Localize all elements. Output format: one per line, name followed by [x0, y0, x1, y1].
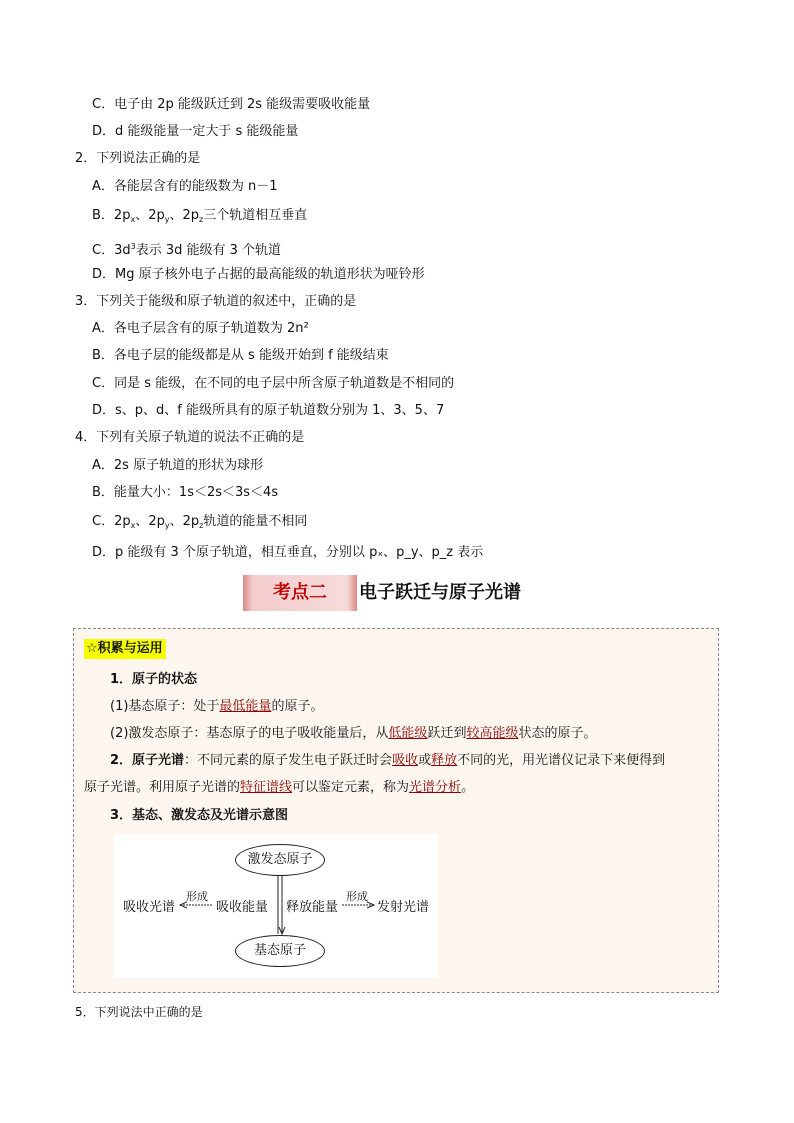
high-level-term: 较高能级	[466, 726, 519, 741]
q2-option-a: A．各能层含有的能级数为 n－1	[92, 179, 278, 194]
q2-option-c-suffix: 表示 3d 能级有 3 个轨道	[135, 243, 282, 258]
excited-state-mid: 跃迁到	[427, 726, 467, 741]
section-tag: 考点二	[243, 575, 357, 611]
q2-option-b	[92, 207, 307, 229]
ground-state-text-end: 的原子。	[271, 699, 324, 714]
lowest-energy-term: 最低能量	[219, 699, 272, 714]
section-name: 电子跃迁与原子光谱	[359, 582, 521, 603]
q4-option-c-prefix: C．	[92, 514, 115, 529]
q2-option-b-suffix: 三个轨道相互垂直	[203, 208, 308, 223]
q4-option-a: A．2s 原子轨道的形状为球形	[92, 458, 264, 473]
q4-option-b: B．能量大小：1s＜2s＜3s＜4s	[92, 485, 279, 500]
excited-state-line	[110, 725, 596, 743]
section-title	[243, 575, 563, 611]
spectral-analysis-term: 光谱分析	[409, 780, 462, 795]
electron-config-formula: $3d^3$	[114, 242, 136, 258]
spectrum-or: 或	[418, 753, 432, 768]
absorb-term: 吸收	[392, 753, 419, 768]
characteristic-lines-term: 特征谱线	[240, 780, 293, 795]
form-left-label: 形成	[186, 890, 208, 903]
q3-stem: 3．下列关于能级和原子轨道的叙述中，正确的是	[75, 294, 357, 309]
q2-option-c-prefix: C．	[92, 243, 115, 258]
excited-atom-node: 激发态原子	[235, 844, 325, 876]
spectrum-text-b: 不同的光，用光谱仪记录下来便得到	[457, 753, 666, 768]
spectrum-text-e: 。	[461, 780, 475, 795]
knowledge-box	[73, 628, 719, 993]
accumulate-badge: ☆积累与运用	[84, 639, 166, 659]
state-spectrum-diagram	[114, 834, 438, 978]
atomic-spectrum-heading: 2．原子光谱	[110, 753, 185, 768]
q1-option-c: C．电子由 2p 能级跃迁到 2s 能级需要吸收能量	[92, 97, 371, 112]
excited-state-text: (2)激发态原子：基态原子的电子吸收能量后，从	[110, 726, 389, 741]
form-right-label: 形成	[346, 890, 368, 903]
q5-stem: 5．下列说法中正确的是	[75, 1005, 203, 1019]
orbital-formula: $2p_x$、$2p_y$、$2p_z$	[114, 514, 204, 530]
ground-state-text: (1)基态原子：处于	[110, 699, 220, 714]
q3-option-d: D．s、p、d、f 能级所具有的原子轨道数分别为 1、3、5、7	[92, 403, 445, 418]
heading-atom-states: 1．原子的状态	[110, 672, 198, 687]
atomic-spectrum-line-1	[110, 752, 665, 770]
q4-option-d: D．p 能级有 3 个原子轨道，相互垂直，分别以 pₓ、p_y、p_z 表示	[92, 545, 484, 560]
q2-option-b-prefix: B．	[92, 208, 114, 223]
orbital-formula: $2p_x$、$2p_y$、$2p_z$	[113, 208, 204, 224]
spectrum-text-c: 原子光谱。利用原子光谱的	[84, 780, 241, 795]
low-level-term: 低能级	[388, 726, 428, 741]
release-term: 释放	[431, 753, 458, 768]
q2-stem: 2．下列说法正确的是	[75, 151, 201, 166]
spectrum-text-d: 可以鉴定元素，称为	[292, 780, 410, 795]
release-energy-label: 释放能量	[286, 900, 339, 915]
emit-spectrum-label: 发射光谱	[377, 900, 430, 915]
q4-stem: 4．下列有关原子轨道的说法不正确的是	[75, 430, 305, 445]
q3-option-c: C．同是 s 能级，在不同的电子层中所含原子轨道数是不相同的	[92, 376, 455, 391]
excited-state-text-end: 状态的原子。	[518, 726, 597, 741]
q4-option-c	[92, 513, 307, 535]
ground-state-line	[110, 698, 323, 716]
absorb-spectrum-label: 吸收光谱	[123, 900, 176, 915]
atomic-spectrum-line-2	[84, 779, 474, 797]
heading-diagram: 3．基态、激发态及光谱示意图	[110, 808, 289, 823]
q1-option-d: D．d 能级能量一定大于 s 能级能量	[92, 124, 299, 139]
q3-option-a: A．各电子层含有的原子轨道数为 2n²	[92, 321, 309, 336]
q4-option-c-suffix: 轨道的能量不相同	[203, 514, 308, 529]
ground-atom-node: 基态原子	[235, 935, 325, 967]
spectrum-text-a: ：不同元素的原子发生电子跃迁时会	[184, 753, 393, 768]
q3-option-b: B．各电子层的能级都是从 s 能级开始到 f 能级结束	[92, 348, 389, 363]
q2-option-d: D．Mg 原子核外电子占据的最高能级的轨道形状为哑铃形	[92, 267, 425, 282]
q2-option-c	[92, 238, 281, 260]
absorb-energy-label: 吸收能量	[216, 900, 269, 915]
